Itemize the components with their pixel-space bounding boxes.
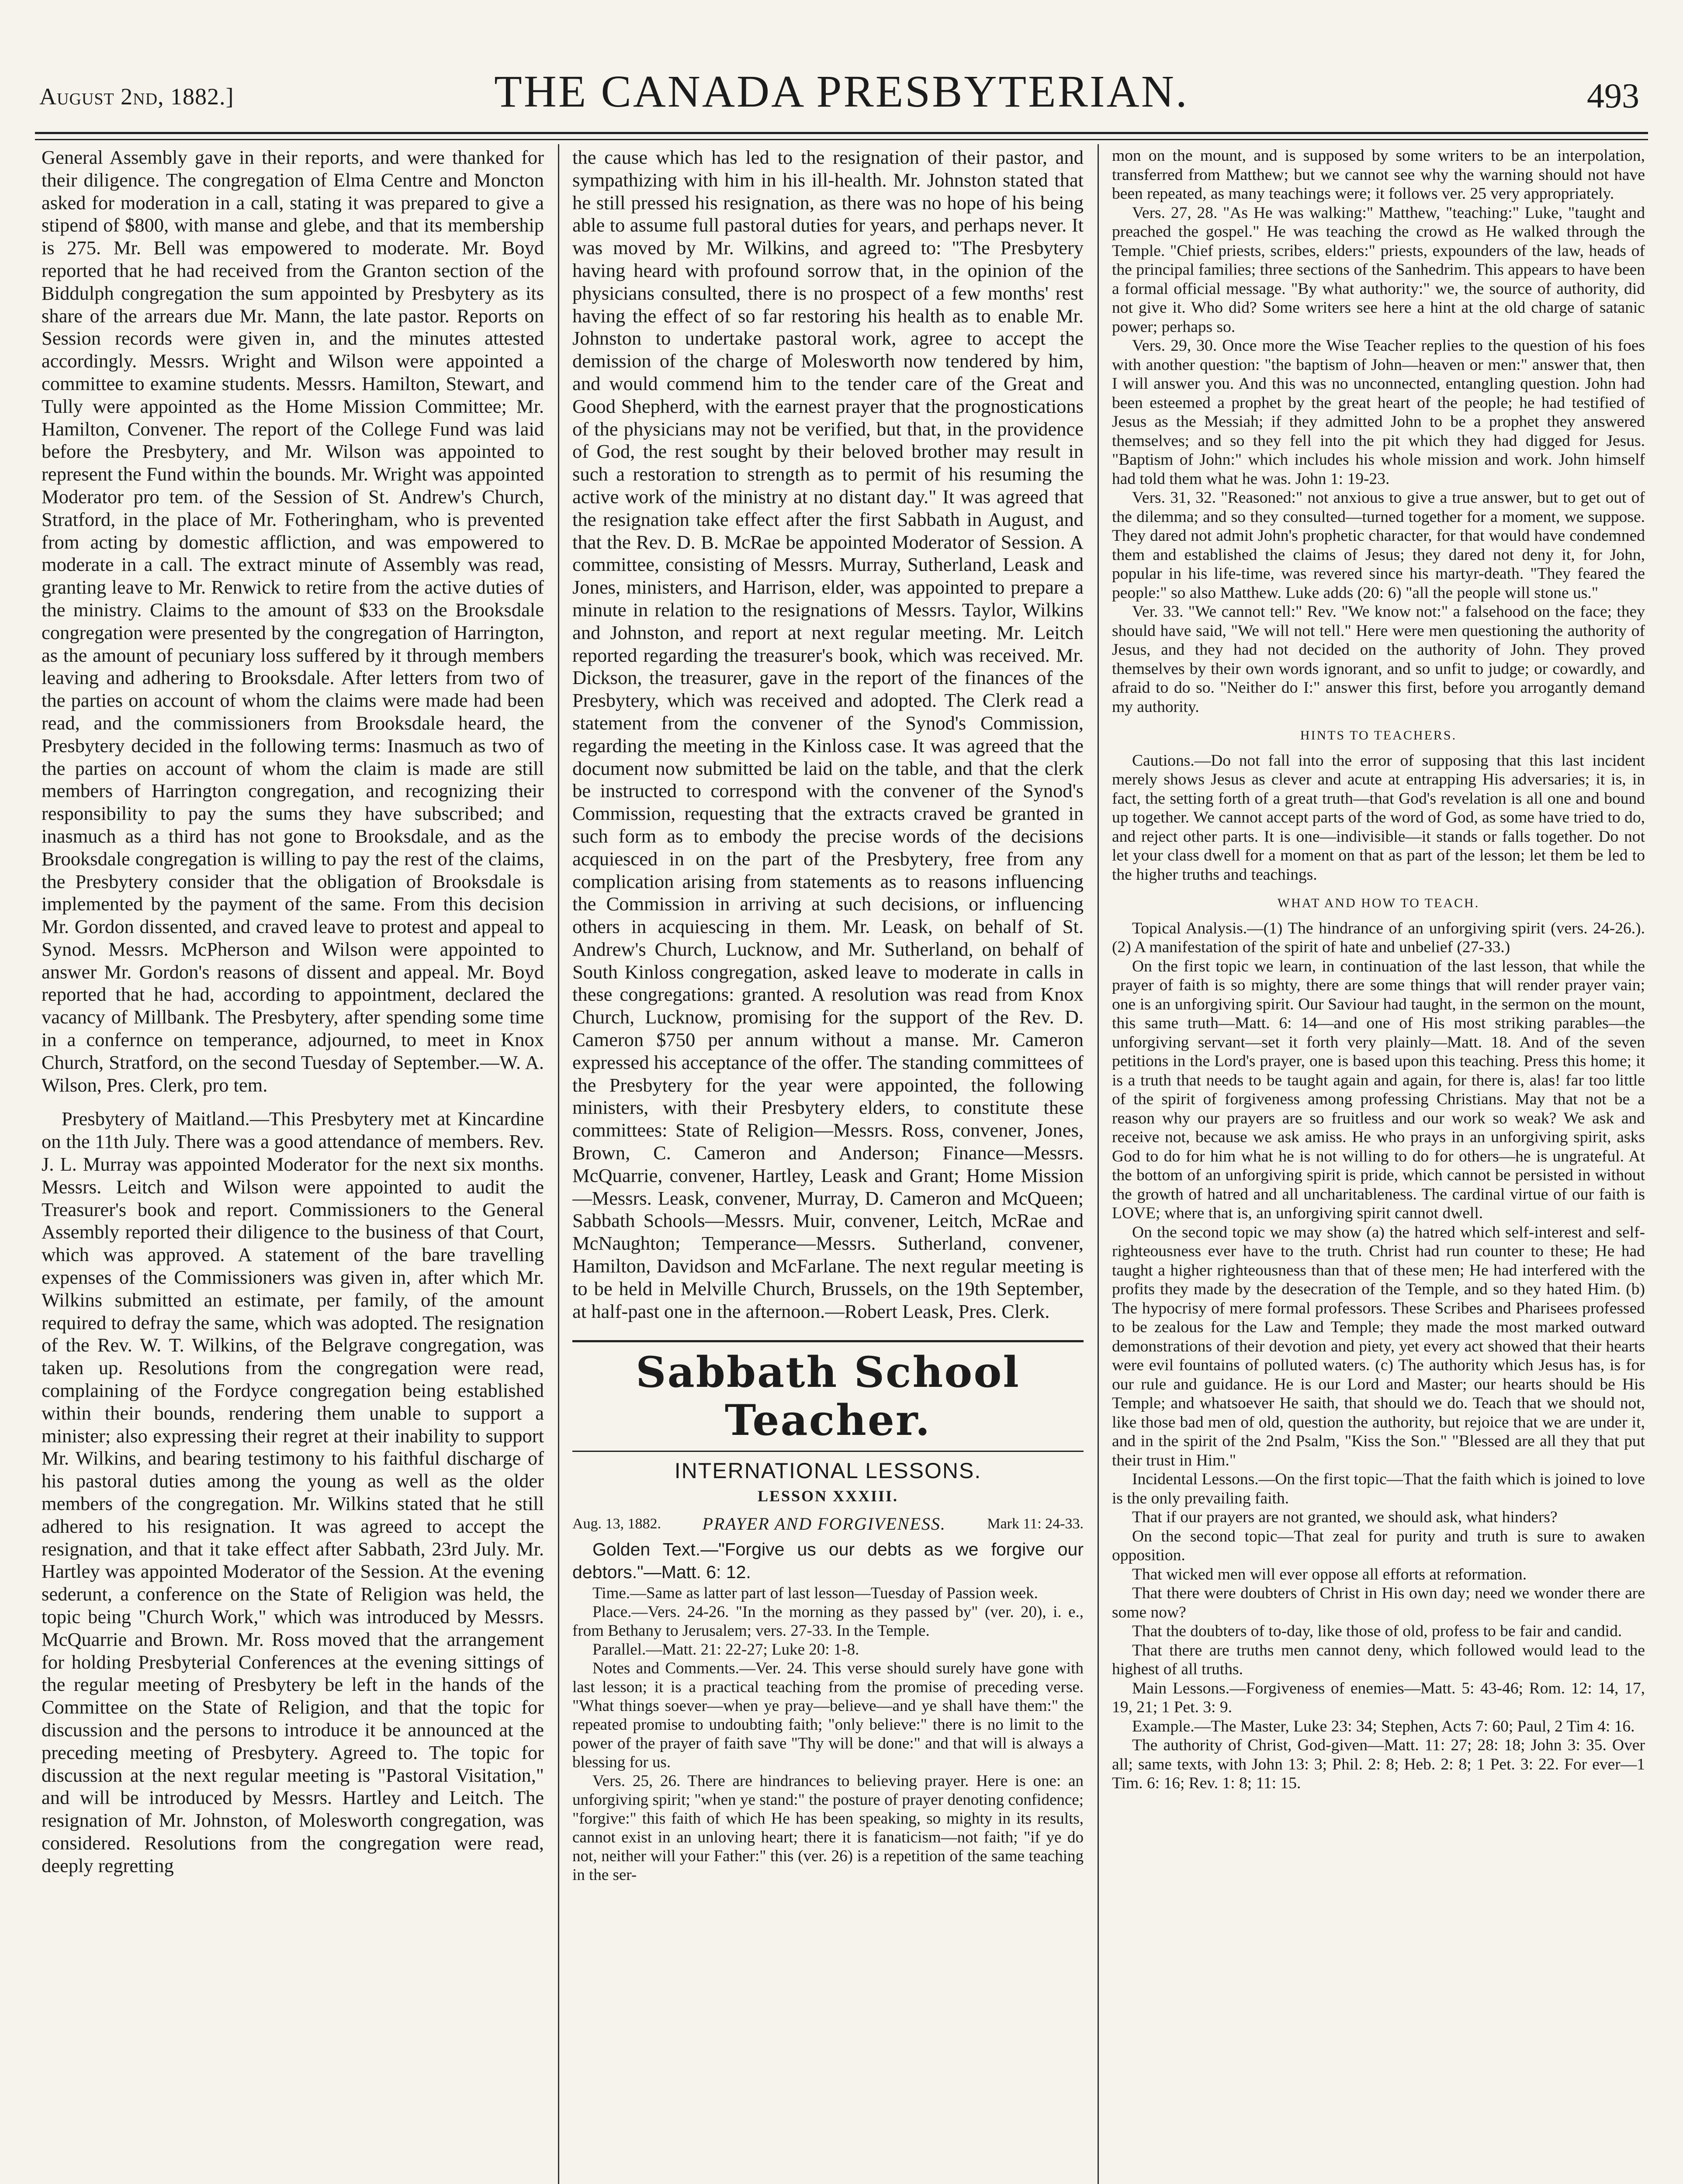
masthead-rule-thin [35,139,1648,140]
incidental-item: That there are truths men cannot deny, which followed would lead to the highest of all truths. [1112,1641,1645,1678]
masthead-rule [35,132,1648,134]
incidental-item: That if our prayers are not granted, we should ask, what hinders? [1132,1508,1558,1526]
stratford-presbytery-report: General Assembly gave in their reports, and were thanked for their diligence. The congregation of Elma Centre and Moncton asked for moderation in a call, stating it was prepared to give a stipend of $800, with manse and glebe, and that its membership is 275. Mr. Bell was empowered to moderate. Mr. Boyd reported that he had received from the Granton section of the Biddulph congregation the sum appointed by Presbytery as its share of the arrears due Mr. Mann, the late pastor. Reports on Session records were given in, and the minutes attested accordingly. Messrs. Wright and Wilson were appointed a committee to examine students. Messrs. Hamilton, Stewart, and Tully were appointed as the Home Mission Committee; Mr. Hamilton, Convener. The report of the College Fund was laid before the Presbytery, and Mr. Wilson was appointed to represent the Fund within the bounds. Mr. Wright was appointed Moderator pro tem. of the Session of St. Andrew's Church, Stratford, in the place of Mr. Fotheringham, who is prevented from acting by domestic affliction, and was empowered to moderate in a call. The extract minute of Assembly was read, granting leave to Mr. Renwick to retire from the active duties of the ministry. Claims to the amount of $33 on the Brooksdale congregation were presented by the congregation of Harrington, as the amount of pecuniary loss suffered by it through members leaving and adhering to Brooksdale. After letters from two of the parties on account of whom the claims were made had been read, and the commissioners from Brooksdale heard, the Presbytery decided in the following terms: Inasmuch as two of the parties on account of whom the claim is made are still members of Harrington congregation, and recognizing their responsibility to pay the sums they have subscribed; and inasmuch as a third has not gone to Brooksdale, and as the Brooksdale congregation is willing to pay the rest of the claims, the Presbytery consider that the obligation of Brooksdale is implemented by the payment of the same. From this decision Mr. Gordon dissented, and craved leave to protest and appeal to Synod. Messrs. McPherson and Wilson were appointed to answer Mr. Gordon's reasons of dissent and appeal. Mr. Boyd reported that he had, according to appointment, declared the vacancy of Millbank. The Presbytery, after spending some time in a confernce on temperance, adjourned, to meet in Knox Church, Stratford, on the second Tuesday of September.—W. A. Wilson, Pres. Clerk, pro tem. [42,146,544,1096]
notes-vers-29-30: Vers. 29, 30. Once more the Wise Teacher replies to the question of his foes with another question: "the baptism of John—heaven or men:" answer that, then I will answer you. And this was no unconnected, entangling question. John had been esteemed a prophet by the great heart of the people; he had testified of Jesus as the Messiah; if they admitted John to be a prophet they answered themselves; and so they fell into the pit which they had digged for Jesus. "Baptism of John:" which includes his whole mission and work. John himself had told them what he was. John 1: 19-23. [1112,337,1645,488]
lesson-parallel: Parallel.—Matt. 21: 22-27; Luke 20: 1-8. [592,1640,859,1659]
golden-text: Golden Text.—"Forgive us our debts as we forgive our debtors."—Matt. 6: 12. [572,1539,1084,1582]
notes-vers-31-32: Vers. 31, 32. "Reasoned:" not anxious to give a true answer, but to get out of the dilemma; and so they consulted—turned together for a moment, we suppose. They dared not admit John's prophetic character, for that would have condemned them and established the claims of Jesus; they dared not deny it, for John, popular in his life-time, was revered since his martyr-death. "They feared the people:" so also Matthew. Luke adds (20: 6) "all the people will stone us." [1112,489,1645,602]
maitland-report-continued: the cause which has led to the resignation of their pastor, and sympathizing with him in his ill-health. Mr. Johnston stated that he still pressed his resignation, as there was no hope of his being able to assume full pastoral duties for years, and perhaps never. It was moved by Mr. Wilkins, and agreed to: "The Presbytery having heard with profound sorrow that, in the opinion of the physicians consulted, there is no prospect of a few months' rest having the effect of so far restoring his health as to enable Mr. Johnston to undertake pastoral work, agree to accept the demission of the charge of Molesworth now tendered by him, and would commend him to the tender care of the Great and Good Shepherd, with the earnest prayer that the prognostications of the physicians may not be verified, but that, in the providence of God, the rest sought by their beloved brother may result in such a restoration to strength as to permit of his resuming the active work of the ministry at no distant day." It was agreed that the resignation take effect after the first Sabbath in August, and that the Rev. D. B. McRae be appointed Moderator of Session. A committee, consisting of Messrs. Murray, Sutherland, Leask and Jones, ministers, and Harrison, elder, was appointed to prepare a minute in relation to the resignations of Messrs. Taylor, Wilkins and Johnston, and report at next regular meeting. Mr. Leitch reported regarding the treasurer's book, which was received. Mr. Dickson, the treasurer, gave in the report of the finances of the Presbytery, which was received and adopted. The Clerk read a statement from the convener of the Synod's Commission, regarding the meeting in the Kinloss case. It was agreed that the document now submitted be laid on the table, and that the clerk be instructed to correspond with the convener of the Synod's Commission, requesting that the extracts craved be granted in such form as to embody the precise words of the decisions acquiesced in on the part of the Presbytery, free from any complication arising from statements as to reasons influencing the Commission in arriving at such decisions, or influencing others in acquiescing in them. Mr. Leask, on behalf of St. Andrew's Church, Lucknow, and Mr. Sutherland, on behalf of South Kinloss congregation, asked leave to moderate in calls in these congregations: granted. A resolution was read from Knox Church, Lucknow, promising for the support of the Rev. D. Cameron $750 per annum without a manse. Mr. Cameron expressed his acceptance of the offer. The standing committees of the Presbytery for the year were appointed, the following ministers, with their Presbytery elders, to constitute these committees: State of Religion—Messrs. Ross, convener, Jones, Brown, C. Cameron and Anderson; Finance—Messrs. McQuarrie, convener, Hartley, Leask and Grant; Home Mission—Messrs. Leask, convener, Murray, D. Cameron and McQueen; Sabbath Schools—Messrs. Muir, convener, Leitch, McRae and McNaughton; Temperance—Messrs. Sutherland, convener, Hamilton, Davidson and McFarlane. The next regular meeting is to be held in Melville Church, Brussels, on the 19th September, at half-past one in the afternoon.—Robert Leask, Pres. Clerk. [572,146,1084,1322]
incidental-item: That there were doubters of Christ in His own day; need we wonder there are some now? [1112,1584,1645,1621]
newspaper-title: THE CANADA PRESBYTERIAN. [494,66,1189,117]
lesson-time: Time.—Same as latter part of last lesson—Tuesday of Passion week. [592,1584,1038,1602]
issue-date: August 2nd, 1882.] [39,83,234,110]
notes-continued: mon on the mount, and is supposed by some writers to be an interpolation, transferred from Matthew; but we cannot see why the warning should not have been repeated, as many teachings were; it follows ver. 25 very appropriately. [1112,147,1645,203]
incidental-item: That the doubters of to-day, like those of old, profess to be fair and candid. [1132,1622,1622,1640]
column-divider [558,144,559,2184]
hints-heading: HINTS TO TEACHERS. [1300,728,1457,743]
page-number: 493 [1587,77,1639,115]
cautions: Cautions.—Do not fall into the error of supposing that this last incident merely shows Jesus as clever and acute at entrapping His adversaries; it is, in fact, the setting forth of a great truth—that God's revelation is all one and bound up together. We cannot accept parts of the word of God, as some have tried to do, and reject other parts. It is one—indivisible—it stands or falls together. Do not let your class dwell for a moment on that as part of the lesson; let them be led to the higher truths and teachings. [1112,751,1645,884]
column-2 [572,146,1084,2184]
notes-ver-33: Ver. 33. "We cannot tell:" Rev. "We know not:" a falsehood on the face; they should have said, "We will not tell." Here were men questioning the authority of Jesus, and they had not decided on the authority of John. They proved themselves by their own words ignorant, and so unfit to judge; or cowardly, and afraid to do so. "Neither do I:" answer this first, before you arrogantly demand my authority. [1112,603,1645,716]
second-topic: On the second topic we may show (a) the hatred which self-interest and self-righteousness ever have to the truth. Christ had run counter to these; He had taught a higher righteousness than that of these men; He had interfered with the profits they made by the desecration of the Temple, and so they hated Him. (b) The hypocrisy of mere formal professors. These Scribes and Pharisees professed to be zealous for the Law and Temple; they made the most marked outward demonstrations of their devotion and piety, yet every act showed that their hearts were evil fountains of polluted waters. (c) The authority which Jesus has, is for our rule and guidance. He is our Lord and Master; our hearts should be His Temple; and whatsoever He saith, that should we do. Teach that we should not, like those bad men of old, question the authority, but rejoice that we are under it, and in the spirit of the 2nd Psalm, "Kiss the Son." "Blessed are all they that put their trust in Him." [1112,1223,1645,1469]
example-lessons: Example.—The Master, Luke 23: 34; Stephen, Acts 7: 60; Paul, 2 Tim 4: 16. [1132,1717,1635,1735]
notes-vers-25-26: Vers. 25, 26. There are hindrances to believing prayer. Here is one: an unforgiving spirit; "when ye stand:" the posture of prayer denoting confidence; "forgive:" this faith of which He has been speaking, so mighty in its results, cannot exist in an unloving heart; there it is fanaticism—not faith; "if ye do not, neither will your Father:" this (ver. 26) is a repetition of the same teaching in the ser- [572,1772,1084,1884]
incidental-item: On the second topic—That zeal for purity and truth is sure to awaken opposition. [1112,1527,1645,1564]
notes-vers-27-28: Vers. 27, 28. "As He was walking:" Matthew, "teaching:" Luke, "taught and preached the gospel." He was teaching the crowd as He walked through the Temple. "Chief priests, scribes, elders:" priests, expounders of the law, heads of the principal families; three sections of the Sanhedrim. This appears to have been a formal official message. "By what authority:" we, the source of authority, did not give it. Who did? Some writers see here a hint at the old charge of satanic power; perhaps so. [1112,204,1645,336]
section-title: Sabbath School Teacher. [572,1340,1084,1452]
lesson-info [572,1516,1084,1532]
paragraph-gap [42,1096,544,1108]
column-divider [1098,144,1099,2184]
incidental-item: That wicked men will ever oppose all efforts at reformation. [1132,1565,1527,1583]
lesson-theme: PRAYER AND FORGIVENESS. [702,1514,946,1534]
masthead [35,66,1648,131]
incidental-lessons: Incidental Lessons.—On the first topic—That the faith which is joined to love is the only prevailing faith. [1112,1470,1645,1507]
maitland-presbytery-report: Presbytery of Maitland.—This Presbytery met at Kincardine on the 11th July. There was a good attendance of members. Rev. J. L. Murray was appointed Moderator for the next six months. Messrs. Leitch and Wilson were appointed to audit the Treasurer's book and report. Commissioners to the General Assembly reported their diligence to the business of that Court, which was approved. A statement of the bare travelling expenses of the Commissioners was given in, after which Mr. Wilkins submitted an estimate, per family, of the amount required to defray the same, which was adopted. The resignation of the Rev. W. T. Wilkins, of the Belgrave congregation, was taken up. Resolutions from the congregation were read, complaining of the Fordyce congregation being established within their bounds, rendering them unable to support a minister; also expressing their regret at their inability to support Mr. Wilkins, and bearing testimony to his faithful discharge of his pastoral duties among the young as well as the older members of the congregation. Mr. Wilkins stated that he still adhered to his resignation. It was agreed to accept the resignation, and that it take effect after Sabbath, 23rd July. Mr. Hartley was appointed Moderator of the Session. At the evening sederunt, a conference on the State of Religion was held, the topic being "Church Work," which was introduced by Messrs. McQuarrie and Brown. Mr. Ross moved that the arrangement for holding Presbyterial Conferences at the evening sittings of the regular meeting of Presbytery be left in the hands of the Committee on the State of Religion, and that the topic for discussion and the persons to introduce it be announced at the preceding meeting of Presbytery. Agreed to. The topic for discussion at the next regular meeting is "Pastoral Visitation," and will be introduced by Messrs. Hartley and Leitch. The resignation of Mr. Johnston, of Molesworth congregation, was considered. Resolutions from the congregation were read, deeply regretting [42,1108,544,1876]
what-and-how-heading: WHAT AND HOW TO TEACH. [1277,896,1480,910]
topical-analysis: Topical Analysis.—(1) The hindrance of an unforgiving spirit (vers. 24-26.). (2) A manifestation of the spirit of hate and unbelief (27-33.) [1112,919,1645,956]
lesson-number: LESSON XXXIII. [757,1487,899,1505]
lesson-date: Aug. 13, 1882. [572,1516,661,1532]
first-topic: On the first topic we learn, in continuation of the last lesson, that while the prayer of faith is so mighty, there are some things that will render prayer vain; one is an unforgiving spirit. Our Saviour had taught, in the sermon on the mount, this same truth—Matt. 6: 14—and one of His most striking parables—the unforgiving servant—set it forth very plainly—Matt. 18. And of the seven petitions in the Lord's prayer, one is based upon this teaching. Press this home; it is a truth that needs to be taught again and again, for there is, alas! far too little of the spirit of forgiveness among professing Christians. May that not be a reason why our prayers are so fruitless and our work so weak? We ask and receive not, because we ask amiss. He who prays in an unforgiving spirit, asks God to do for him what he is not willing to do for others—he is ungrateful. At the bottom of an unforgiving spirit is pride, which cannot be persisted in without the growth of hatred and all uncharitableness. The cardinal virtue of our faith is LOVE; where that is, an unforgiving spirit cannot dwell. [1112,957,1645,1222]
main-lessons: Main Lessons.—Forgiveness of enemies—Matt. 5: 43-46; Rom. 12: 14, 17, 19, 21; 1 Pet. 3: 9. [1112,1679,1645,1716]
column-1 [42,146,544,2184]
column-3 [1112,146,1645,2184]
notes-and-comments: Notes and Comments.—Ver. 24. This verse should surely have gone with last lesson; it is a practical teaching from the promise of preceding verse. "What things soever—when ye pray—believe—and ye shall have them:" the repeated promise to undoubting faith; "only believe:" there is no limit to the power of the prayer of faith save "Thy will be done:" and that will is always a blessing for us. [572,1659,1084,1771]
lesson-reference: Mark 11: 24-33. [987,1516,1084,1532]
lesson-place: Place.—Vers. 24-26. "In the morning as they passed by" (ver. 20), i. e., from Bethany to Jerusalem; vers. 27-33. In the Temple. [572,1603,1084,1640]
authority-of-christ: The authority of Christ, God-given—Matt. 11: 27; 28: 18; John 3: 35. Over all; same texts, with John 13: 3; Phil. 2: 8; Heb. 2: 8; 1 Pet. 3: 22. For ever—1 Tim. 6: 16; Rev. 1: 8; 11: 15. [1112,1736,1645,1792]
lessons-title: INTERNATIONAL LESSONS. [674,1458,982,1483]
